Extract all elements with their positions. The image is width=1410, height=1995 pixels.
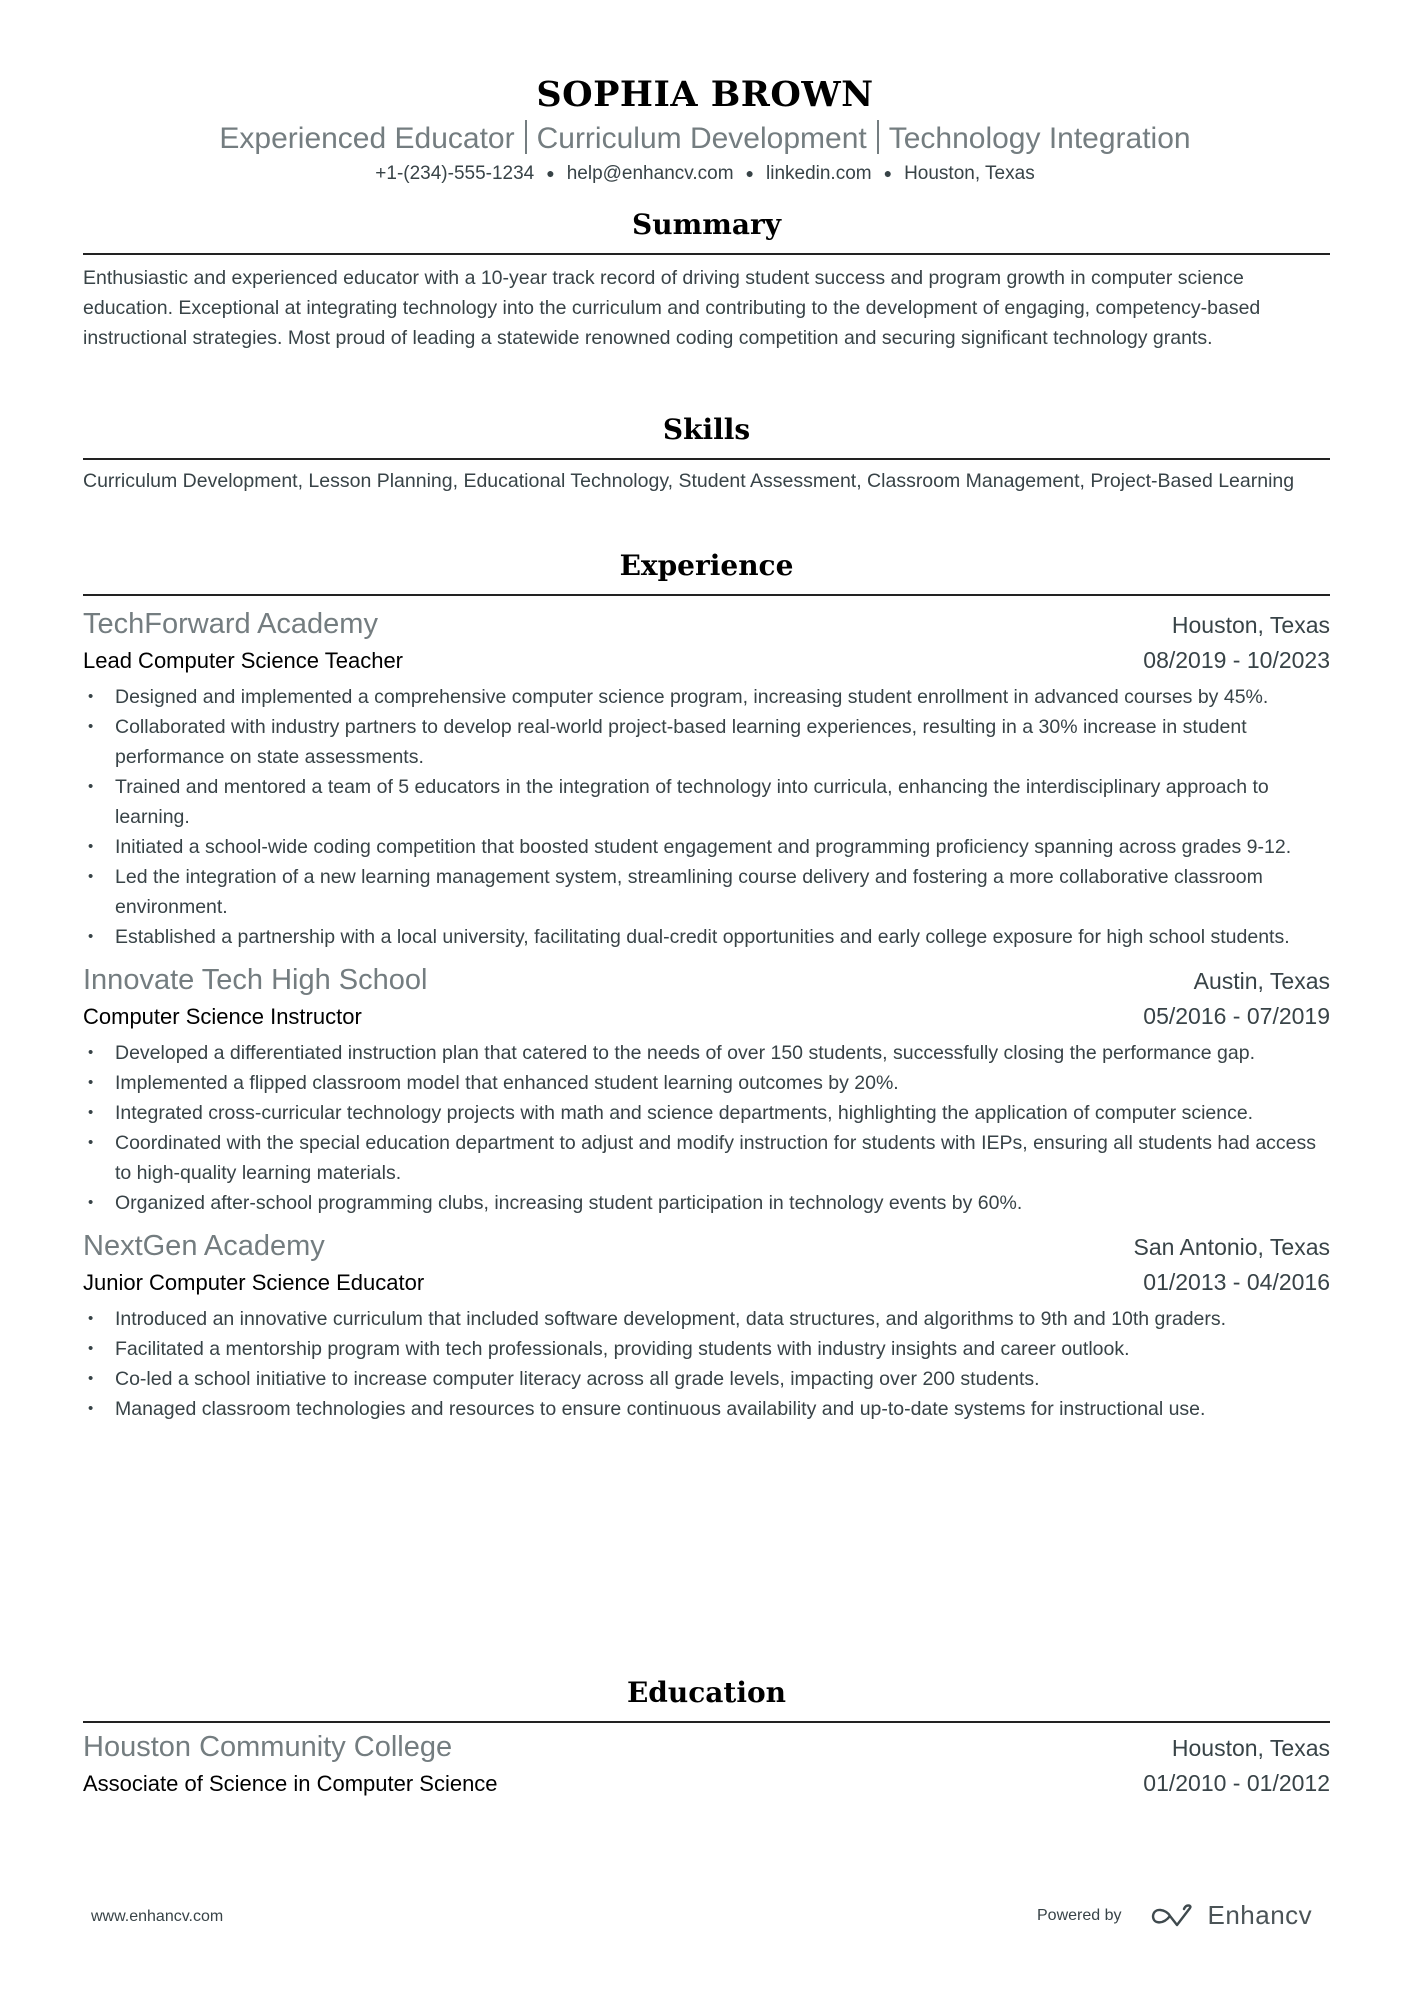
location: Houston, Texas <box>904 163 1035 184</box>
experience-entry <box>83 1228 1330 1424</box>
enhancv-logo-text: Enhancv <box>1207 1900 1313 1930</box>
footer-website-link[interactable]: www.enhancv.com <box>91 1908 224 1925</box>
resume-header <box>0 72 1410 187</box>
entry-header <box>83 962 1330 999</box>
bullet-separator-icon: ● <box>883 165 893 181</box>
achievement-item: • Initiated a school-wide coding competition that boosted student engagement and programming proficiency spanning across grades 9-12. <box>83 832 1330 862</box>
job-location: San Antonio, Texas <box>1133 1234 1330 1260</box>
summary-text: Enthusiastic and experienced educator with a 10-year track record of driving student success and program growth in computer science education. Exceptional at integrating technology into the curriculum and contributing to the development of engaging, competency-based instructional strategies. Most proud of leading a statewide renowned coding competition and securing significant technology grants. <box>83 267 1261 349</box>
section-divider <box>83 1721 1330 1723</box>
achievement-item: • Collaborated with industry partners to develop real-world project-based learning experiences, resulting in a 30% increase in student performance on state assessments. <box>83 712 1330 772</box>
achievement-item: • Trained and mentored a team of 5 educators in the integration of technology into curricula, enhancing the interdisciplinary approach to learning. <box>83 772 1330 832</box>
headline-item: Technology Integration <box>888 122 1191 155</box>
job-dates: 08/2019 - 10/2023 <box>1143 647 1330 673</box>
job-title: Junior Computer Science Educator <box>83 1270 425 1295</box>
achievement-item: • Co-led a school initiative to increase computer literacy across all grade levels, impacting over 200 students. <box>83 1364 1330 1394</box>
entry-subheader <box>83 999 1330 1034</box>
school-name: Houston Community College <box>83 1731 453 1763</box>
achievement-item: • Coordinated with the special education department to adjust and modify instruction for students with IEPs, ensuring all students had access to high-quality learning materials. <box>83 1128 1330 1188</box>
achievement-item: • Introduced an innovative curriculum that included software development, data structures, and algorithms to 9th and 10th graders. <box>83 1304 1330 1334</box>
bullet-separator-icon: ● <box>745 165 754 181</box>
section-title-summary: Summary <box>632 208 781 241</box>
achievement-list <box>83 1038 1330 1218</box>
job-dates: 05/2016 - 07/2019 <box>1143 1003 1330 1029</box>
company-name: Innovate Tech High School <box>83 964 428 996</box>
achievement-item: • Established a partnership with a local university, facilitating dual-credit opportunities and early college exposure for high school students. <box>83 922 1330 952</box>
education-entry <box>83 1729 1330 1801</box>
achievement-item: • Developed a differentiated instruction plan that catered to the needs of over 150 students, successfully closing the performance gap. <box>83 1038 1330 1068</box>
achievement-item: • Organized after-school programming clubs, increasing student participation in technology events by 60%. <box>83 1188 1330 1218</box>
achievement-item: • Designed and implemented a comprehensive computer science program, increasing student enrollment in advanced courses by 45%. <box>83 682 1330 712</box>
company-name: NextGen Academy <box>83 1230 325 1262</box>
entry-header <box>83 1729 1330 1766</box>
job-title: Lead Computer Science Teacher <box>83 648 404 673</box>
bullet-separator-icon: ● <box>546 165 555 181</box>
entry-subheader <box>83 643 1330 678</box>
section-divider <box>83 458 1330 460</box>
candidate-name: SOPHIA BROWN <box>536 74 874 115</box>
contact-info <box>0 160 1410 187</box>
divider <box>877 120 879 154</box>
achievement-item: • Led the integration of a new learning management system, streamlining course delivery and fostering a more collaborative classroom environment. <box>83 862 1330 922</box>
education-dates: 01/2010 - 01/2012 <box>1143 1770 1330 1796</box>
divider <box>525 120 527 154</box>
entry-subheader <box>83 1766 1330 1801</box>
headline <box>0 118 1410 160</box>
job-location: Houston, Texas <box>1171 612 1330 638</box>
achievement-list <box>83 682 1330 952</box>
achievement-list <box>83 1304 1330 1424</box>
powered-by-badge[interactable] <box>1037 1900 1312 1931</box>
degree: Associate of Science in Computer Science <box>83 1771 498 1796</box>
summary-section <box>83 205 1330 353</box>
entry-header <box>83 1228 1330 1265</box>
school-location: Houston, Texas <box>1171 1735 1330 1761</box>
experience-entry <box>83 606 1330 952</box>
section-title-experience: Experience <box>619 549 794 582</box>
achievement-item: • Managed classroom technologies and resources to ensure continuous availability and up-to-date systems for instructional use. <box>83 1394 1330 1424</box>
achievement-item: • Facilitated a mentorship program with tech professionals, providing students with industry insights and career outlook. <box>83 1334 1330 1364</box>
headline-item: Experienced Educator <box>219 122 515 155</box>
skills-text: Curriculum Development, Lesson Planning, Educational Technology, Student Assessment, Classroom Management, Project-Based Learning <box>83 470 1295 492</box>
enhancv-logo-icon <box>1150 1903 1196 1929</box>
headline-item: Curriculum Development <box>536 122 867 155</box>
email-link[interactable]: help@enhancv.com <box>566 163 734 184</box>
experience-entry <box>83 962 1330 1218</box>
powered-by-label: Powered by <box>1037 1906 1122 1924</box>
company-name: TechForward Academy <box>83 608 378 640</box>
job-location: Austin, Texas <box>1193 968 1330 994</box>
section-title-education: Education <box>626 1676 787 1709</box>
skills-section <box>83 410 1330 494</box>
section-divider <box>83 594 1330 596</box>
job-dates: 01/2013 - 04/2016 <box>1143 1269 1330 1295</box>
achievement-item: • Implemented a flipped classroom model that enhanced student learning outcomes by 20%. <box>83 1068 1330 1098</box>
education-section <box>83 1673 1330 1801</box>
phone: +1-(234)-555-1234 <box>375 163 535 184</box>
section-divider <box>83 253 1330 255</box>
experience-section <box>83 546 1330 1424</box>
linkedin-link[interactable]: linkedin.com <box>766 163 872 184</box>
entry-subheader <box>83 1265 1330 1300</box>
achievement-item: • Integrated cross-curricular technology projects with math and science departments, highlighting the application of computer science. <box>83 1098 1330 1128</box>
entry-header <box>83 606 1330 643</box>
job-title: Computer Science Instructor <box>83 1004 362 1029</box>
section-title-skills: Skills <box>662 413 751 446</box>
